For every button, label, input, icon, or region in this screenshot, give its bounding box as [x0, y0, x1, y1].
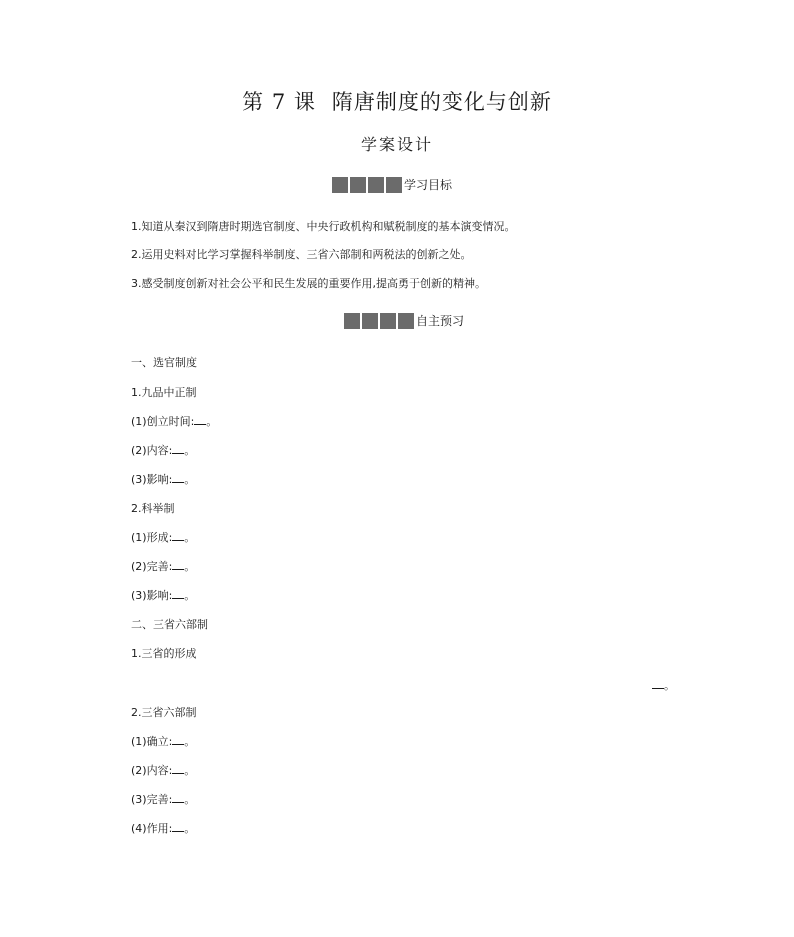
fill-blank[interactable] — [172, 763, 184, 774]
fill-blank[interactable] — [652, 678, 664, 689]
section-heading-preview — [344, 312, 464, 329]
fill-blank[interactable] — [172, 734, 184, 745]
heading-blocks — [344, 313, 416, 329]
nine-rank-heading: 1.九品中正制 — [131, 386, 197, 399]
list-item: (3)影响: 。 — [131, 589, 196, 602]
fill-blank[interactable] — [172, 530, 184, 541]
fill-blank[interactable] — [172, 821, 184, 832]
list-item: (2)内容: 。 — [131, 444, 196, 457]
heading-blocks — [332, 177, 404, 193]
part-2-heading: 二、三省六部制 — [131, 618, 208, 631]
fill-blank[interactable] — [172, 559, 184, 570]
three-departments-heading: 1.三省的形成 — [131, 647, 197, 660]
page-subtitle: 学案设计 — [360, 135, 433, 154]
fill-blank[interactable] — [172, 792, 184, 803]
goal-item-2: 2.运用史料对比学习掌握科举制度、三省六部制和两税法的创新之处。 — [131, 248, 472, 261]
keju-heading: 2.科举制 — [131, 502, 175, 515]
section-heading-goals — [332, 176, 452, 193]
lesson-number: 第 7 课 — [242, 90, 316, 114]
goals-heading-label: 学习目标 — [404, 178, 453, 192]
fill-blank[interactable] — [172, 588, 184, 599]
list-item: (1)形成: 。 — [131, 531, 196, 544]
part-1-heading: 一、选官制度 — [131, 356, 197, 369]
list-item: (3)完善: 。 — [131, 793, 196, 806]
list-item: 。 — [652, 677, 675, 693]
list-item: (2)内容: 。 — [131, 764, 196, 777]
preview-heading-label: 自主预习 — [416, 314, 465, 328]
goal-item-1: 1.知道从秦汉到隋唐时期选官制度、中央行政机构和赋税制度的基本演变情况。 — [131, 220, 516, 233]
list-item: (3)影响: 。 — [131, 473, 196, 486]
lesson-title — [0, 86, 794, 116]
fill-blank[interactable] — [194, 414, 206, 425]
list-item: (2)完善: 。 — [131, 560, 196, 573]
fill-blank[interactable] — [172, 443, 184, 454]
list-item: (4)作用: 。 — [131, 822, 196, 835]
lesson-name: 隋唐制度的变化与创新 — [331, 90, 552, 114]
list-item: (1)创立时间: 。 — [131, 415, 218, 428]
fill-blank[interactable] — [172, 472, 184, 483]
list-item: (1)确立: 。 — [131, 735, 196, 748]
three-six-heading: 2.三省六部制 — [131, 706, 197, 719]
goal-item-3: 3.感受制度创新对社会公平和民生发展的重要作用,提高勇于创新的精神。 — [131, 277, 486, 290]
